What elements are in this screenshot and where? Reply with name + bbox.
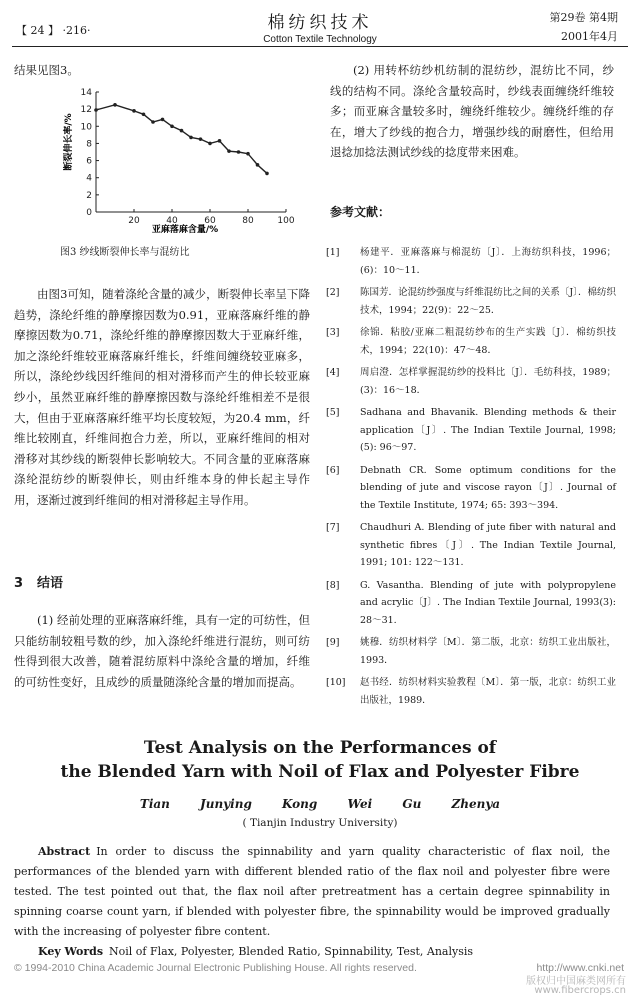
page-number: 【 24 】 [16, 24, 59, 37]
chart-data-point [113, 103, 117, 107]
copyright-footer: © 1994-2010 China Academic Journal Electronic Publishing House. All rights reserved. [14, 962, 417, 974]
keywords [38, 945, 473, 958]
chart-data-point [237, 150, 241, 154]
reference-item: [8] G. Vasantha. Blending of jute with polypropylene and acrylic〔J〕. The Indian Textile Journal, 1993(3): 28～31. [326, 579, 616, 626]
figure-3-chart [50, 82, 310, 240]
chart-data-point [246, 152, 250, 156]
chart-series-line [96, 105, 267, 174]
chart-data-point [94, 108, 98, 112]
y-tick-label: 8 [86, 139, 92, 150]
chart-data-point [170, 124, 174, 128]
references-heading: 参考文献： [330, 205, 391, 219]
chart-data-point [218, 139, 222, 143]
english-title-line-2: the Blended Yarn with Noil of Flax and Polyester Fibre [60, 762, 580, 782]
chart-data-point [199, 137, 203, 141]
conclusion-2: (2) 用转杯纺纱机纺制的混纺纱，混纺比不同，纱线的结构不同。涤纶含量较高时，纱线表面缠绕纤维较多；而亚麻含量较多时，缠绕纤维较少。缠绕纤维的存在，增大了纱线的抱合力，增强纱线的耐磨性，但给用退捻加捻法测试纱线的捻度带来困难。 [330, 63, 614, 160]
section-heading [14, 572, 63, 591]
reference-item: [10] 赵书经．纺织材料实验教程〔M〕．第一版，北京：纺织工业出版社，1989． [326, 677, 616, 706]
x-tick-label: 40 [166, 216, 178, 226]
right-conclusion [330, 60, 614, 163]
chart-data-point [142, 112, 146, 116]
chart-data-point [180, 129, 184, 133]
y-tick-label: 2 [86, 190, 92, 201]
page-dot-number: ·216· [62, 24, 91, 37]
y-tick-label: 6 [86, 156, 92, 167]
chart-x-axis-label: 亚麻落麻含量/% [151, 225, 219, 235]
chart-data-point [132, 109, 136, 113]
reference-item: [6] Debnath CR. Some optimum conditions for the blending of jute and viscose rayon〔J〕. Journal of the Textile Institute, 1974; 65: 393～394. [326, 464, 616, 511]
y-tick-label: 10 [80, 122, 92, 133]
left-body [14, 284, 310, 511]
section-number: 3 [14, 576, 24, 591]
journal-title-cn: 棉纺织技术 [267, 13, 373, 33]
abstract-text: In order to discuss the spinnability and yarn quality characteristic of flax noil, the performances of the blended yarn with different blended ratio of the flax noil and polyester fibre were tested. The test pointed out that, the flax noil after pretreatment has a certain degree spinnability in spinning coarse count yarn, if blended with polyester fibre, the spinnability would be improved gradually with the increasing of polyester fibre content. [14, 845, 610, 938]
y-tick-label: 0 [86, 208, 92, 218]
reference-item: [7] Chaudhuri A. Blending of jute fiber with natural and synthetic fibres〔J〕. The Indian Textile Journal, 1991; 101: 122～131. [326, 522, 616, 568]
header-rule [12, 46, 628, 47]
x-tick-label: 100 [277, 216, 295, 226]
watermark-en: www.fibercrops.cn [534, 985, 626, 996]
journal-title-en: Cotton Textile Technology [263, 34, 377, 45]
english-title-line-1: Test Analysis on the Performances of [143, 738, 497, 758]
left-intro [14, 60, 310, 81]
y-tick-label: 12 [80, 105, 92, 116]
section-title: 结语 [37, 576, 64, 591]
reference-item: [5] Sadhana and Bhavanik. Blending methods & their application〔J〕. The Indian Textile Journal, 1998; (5): 96～97. [326, 407, 616, 453]
reference-item: [4] 周启澄．怎样掌握混纺纱的投料比〔J〕．毛纺科技，1989；(3)：16～18． [326, 367, 616, 396]
y-tick-label: 14 [80, 88, 92, 98]
chart-y-axis-label: 断裂伸长率/% [64, 113, 74, 171]
references-list [326, 244, 616, 714]
x-tick-label: 20 [128, 216, 140, 226]
x-tick-label: 60 [204, 216, 216, 226]
english-affiliation: ( Tianjin Industry University) [242, 817, 398, 829]
reference-item: [3] 徐锦．粘胶/亚麻二粗混纺纱布的生产实践〔J〕．棉纺织技术，1994；22(10)：47～48． [326, 327, 616, 356]
abstract-label: Abstract [38, 845, 91, 858]
abstract [14, 842, 610, 942]
journal-date: 2001年4月 [561, 30, 618, 43]
site-footer: http://www.cnki.net [536, 962, 624, 974]
chart-data-point [151, 120, 155, 124]
x-tick-label: 80 [242, 216, 254, 226]
journal-volume: 第29卷 第4期 [549, 11, 618, 24]
chart-data-point [189, 136, 193, 140]
reference-item: [9] 姚穆．纺织材料学〔M〕．第二版，北京：纺织工业出版社，1993． [326, 637, 616, 666]
keywords-text: Noil of Flax, Polyester, Blended Ratio, Spinnability, Test, Analysis [109, 945, 474, 958]
watermark-cn: 版权归中国麻类网所有 [526, 976, 626, 987]
chart-data-point [227, 149, 231, 153]
conclusion-1: (1) 经前处理的亚麻落麻纤维，具有一定的可纺性，但只能纺制较粗号数的纱，加入涤纶纤维进行混纺，则可纺性得到很大改善，随着混纺原料中涤纶含量的增加，纤维的可纺性变好，且成纱的质量随涤纶含量的增加而提高。 [14, 613, 310, 689]
keywords-label: Key Words [38, 945, 104, 958]
intro-text: 结果见图3。 [14, 63, 79, 77]
chart-data-point [161, 118, 165, 122]
left-conclusion [14, 610, 310, 692]
english-authors: Tian Junying Kong Wei Gu Zhenya [139, 797, 501, 811]
y-tick-label: 4 [86, 173, 92, 184]
figure-caption: 图3 纱线断裂伸长率与混纺比 [60, 247, 190, 258]
body-paragraph: 由图3可知，随着涤纶含量的减少，断裂伸长率呈下降趋势，涤纶纤维的静摩擦因数为0.91，亚麻落麻纤维的静摩擦因数为0.71，涤纶纤维的静摩擦因数大于亚麻纤维，加之涤纶纤维较亚麻落麻纤维长，纤维间缠绕较亚麻多，所以，涤纶纱线因纤维间的相对滑移而产生的伸长较亚麻纱小，虽然亚麻纤维的静摩擦因数与涤纶纤维相差不是很大，但由于亚麻落麻纤维平均长度较短，为20.4 mm，纤维比较刚直，纤维间抱合力差，所以，亚麻纤维间的相对滑移对其纱线的断裂伸长影响较大。不同含量的亚麻落麻涤纶混纺纱的断裂伸长，则由纤维本身的伸长起主导作用，逐渐过渡到纤维间的相对滑移起主导作用。 [14, 287, 310, 507]
chart-data-point [256, 163, 260, 167]
chart-data-point [208, 142, 212, 146]
reference-item: [1] 杨建平．亚麻落麻与棉混纺〔J〕．上海纺织科技，1996；(6)：10～11． [326, 247, 616, 276]
reference-item: [2] 陈国芳．论混纺纱强度与纤维混纺比之间的关系〔J〕．棉纺织技术，1994；22(9)：22～25． [326, 287, 616, 316]
chart-data-point [265, 172, 269, 176]
